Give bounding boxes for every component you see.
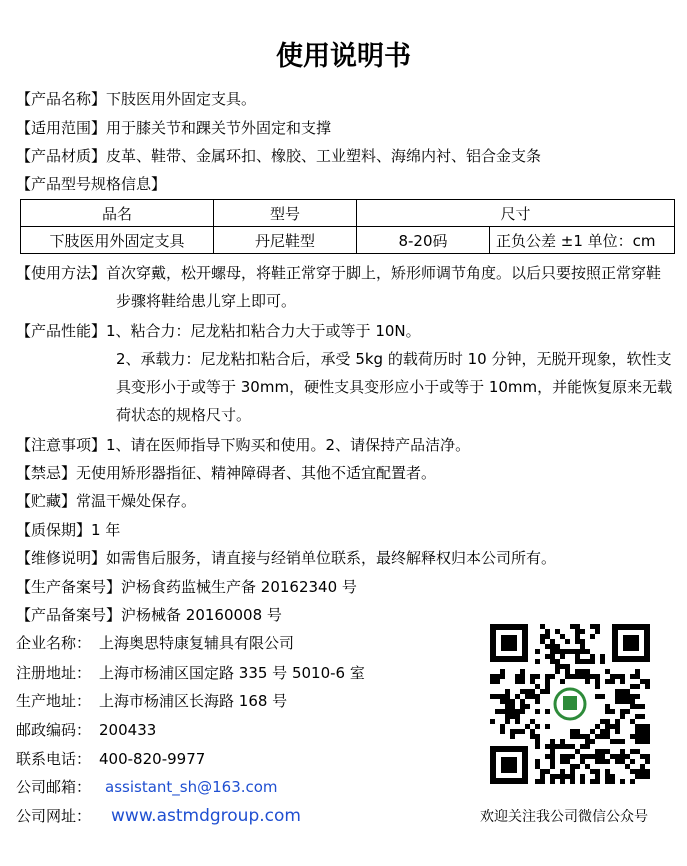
scope-row bbox=[16, 118, 331, 138]
zip-row bbox=[16, 720, 156, 740]
zip-code: 200433 bbox=[99, 721, 157, 739]
spec-header-size: 尺寸 bbox=[357, 200, 675, 227]
wechat-qr-code bbox=[490, 624, 650, 784]
performance-item-1: 1、粘合力：尼龙粘扣粘合力大于或等于 10N。 bbox=[106, 322, 421, 340]
reg-address-label: 注册地址： bbox=[16, 664, 92, 682]
page-title: 使用说明书 bbox=[276, 41, 411, 72]
warranty-label: 【质保期】 bbox=[16, 521, 92, 539]
prod-address-row bbox=[16, 691, 287, 711]
notes-value: 1、请在医师指导下购买和使用。2、请保持产品洁净。 bbox=[106, 436, 471, 454]
reg-address-row bbox=[16, 663, 365, 683]
product-name-row bbox=[16, 89, 256, 109]
usage-label: 【使用方法】 bbox=[16, 264, 107, 282]
usage-block bbox=[16, 259, 676, 315]
warranty-row bbox=[16, 520, 120, 540]
product-record-value: 沪杨械备 20160008 号 bbox=[121, 606, 282, 624]
prod-address: 上海市杨浦区长海路 168 号 bbox=[99, 692, 288, 710]
email-link[interactable]: assistant_sh@163.com bbox=[105, 778, 278, 796]
spec-table bbox=[20, 199, 675, 254]
material-value: 皮革、鞋带、金属环扣、橡胶、工业塑料、海绵内衬、铝合金支条 bbox=[106, 147, 542, 165]
phone-number: 400-820-9977 bbox=[99, 750, 206, 768]
product-record-label: 【产品备案号】 bbox=[16, 606, 122, 624]
reg-address: 上海市杨浦区国定路 335 号 5010-6 室 bbox=[99, 664, 365, 682]
production-record-row bbox=[16, 577, 357, 597]
spec-cell-name: 下肢医用外固定支具 bbox=[21, 227, 214, 254]
contraindication-value: 无使用矫形器指征、精神障碍者、其他不适宜配置者。 bbox=[76, 464, 437, 482]
repair-value: 如需售后服务，请直接与经销单位联系，最终解释权归本公司所有。 bbox=[106, 549, 557, 567]
scope-value: 用于膝关节和踝关节外固定和支撑 bbox=[106, 119, 332, 137]
notes-label: 【注意事项】 bbox=[16, 436, 107, 454]
spec-cell-model: 丹尼鞋型 bbox=[214, 227, 357, 254]
spec-header-model: 型号 bbox=[214, 200, 357, 227]
contraindication-label: 【禁忌】 bbox=[16, 464, 77, 482]
production-record-value: 沪杨食药监械生产备 20162340 号 bbox=[121, 578, 357, 596]
website-link[interactable]: www.astmdgroup.com bbox=[111, 806, 301, 826]
scope-label: 【适用范围】 bbox=[16, 119, 107, 137]
performance-item-2: 2、承载力：尼龙粘扣粘合后，承受 5kg 的载荷历时 10 分钟，无脱开现象，软性支具变形小于或等于 30mm，硬性支具变形应小于或等于 10mm，并能恢复原来无载荷状态的规格尺寸。 bbox=[116, 350, 673, 424]
zip-label: 邮政编码： bbox=[16, 721, 92, 739]
production-record-label: 【生产备案号】 bbox=[16, 578, 122, 596]
product-name-label: 【产品名称】 bbox=[16, 90, 107, 108]
storage-label: 【贮藏】 bbox=[16, 492, 77, 510]
notes-row bbox=[16, 435, 470, 455]
email-row bbox=[16, 777, 278, 797]
spec-cell-tolerance: 正负公差 ±1 单位：cm bbox=[490, 227, 675, 254]
spec-cell-size: 8-20码 bbox=[357, 227, 490, 254]
storage-value: 常温干燥处保存。 bbox=[76, 492, 197, 510]
website-row bbox=[16, 806, 301, 826]
performance-label: 【产品性能】 bbox=[16, 322, 107, 340]
repair-row bbox=[16, 548, 556, 568]
website-label: 公司网址： bbox=[16, 807, 92, 825]
usage-value: 首次穿戴，松开螺母，将鞋正常穿于脚上，矫形师调节角度。以后只要按照正常穿鞋步骤将鞋给患儿穿上即可。 bbox=[106, 264, 662, 310]
storage-row bbox=[16, 491, 196, 511]
phone-row bbox=[16, 749, 205, 769]
phone-label: 联系电话： bbox=[16, 750, 92, 768]
contraindication-row bbox=[16, 463, 436, 483]
product-name-value: 下肢医用外固定支具。 bbox=[106, 90, 257, 108]
spec-title: 【产品型号规格信息】 bbox=[16, 175, 167, 193]
company-name-row bbox=[16, 633, 294, 653]
material-row bbox=[16, 146, 541, 166]
repair-label: 【维修说明】 bbox=[16, 549, 107, 567]
qr-caption: 欢迎关注我公司微信公众号 bbox=[480, 809, 648, 825]
spec-data-row bbox=[21, 227, 675, 254]
performance-block bbox=[16, 317, 676, 429]
email-label: 公司邮箱： bbox=[16, 778, 92, 796]
material-label: 【产品材质】 bbox=[16, 147, 107, 165]
company-name-label: 企业名称： bbox=[16, 634, 92, 652]
spec-header-name: 品名 bbox=[21, 200, 214, 227]
prod-address-label: 生产地址： bbox=[16, 692, 92, 710]
warranty-value: 1 年 bbox=[91, 521, 121, 539]
product-record-row bbox=[16, 605, 282, 625]
spec-header-row bbox=[21, 200, 675, 227]
company-name: 上海奥思特康复辅具有限公司 bbox=[99, 634, 295, 652]
